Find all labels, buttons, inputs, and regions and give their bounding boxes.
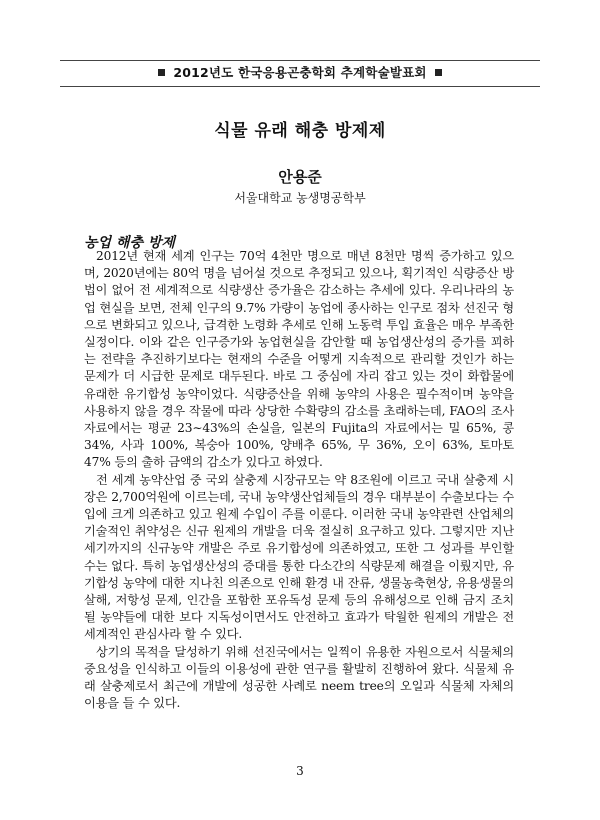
square-bullet-icon bbox=[158, 69, 165, 76]
paragraph: 2012년 현재 세계 인구는 70억 4천만 명으로 매년 8천만 명씩 증가하고 있으며, 2020년에는 80억 명을 넘어설 것으로 추정되고 있으나, 획기적인 식량증산 방법이 없어 전 세계적으로 식량생산 증가율은 감소하는 추세에 있다. 우리나라의 농업 현실을 보면, 전체 인구의 9.7% 가량이 농업에 종사하는 인구로 점차 선진국 형으로 변화되고 있으나, 급격한 노령화 추세로 인해 노동력 투입 효율은 매우 부족한 실정이다. 이와 같은 인구증가와 농업현실을 감안할 때 농업생산성의 증가를 꾀하는 전략을 추진하기보다는 현재의 수준을 어떻게 지속적으로 관리할 것인가 하는 문제가 더 시급한 문제로 대두된다. 바로 그 중심에 자리 잡고 있는 것이 화합물에 유래한 유기합성 농약이었다. 식량증산을 위해 농약의 사용은 필수적이며 농약을 사용하지 않을 경우 작물에 따라 상당한 수확량의 감소를 초래하는데, FAO의 조사 자료에서는 평균 23∼43%의 손실을, 일본의 Fujita의 자료에서는 밀 65%, 콩 34%, 사과 100%, 복숭아 100%, 양배추 65%, 무 36%, 오이 63%, 토마토 47% 등의 출하 금액의 감소가 있다고 하였다. bbox=[84, 249, 514, 470]
paper-title: 식물 유래 해충 방제제 bbox=[214, 121, 386, 141]
author-name: 안용준 bbox=[278, 168, 322, 186]
author-affiliation: 서울대학교 농생명공학부 bbox=[234, 191, 366, 205]
page-number: 3 bbox=[296, 764, 304, 778]
header-top-rule bbox=[60, 60, 540, 61]
square-bullet-icon bbox=[435, 69, 442, 76]
running-header bbox=[60, 63, 540, 81]
body-text bbox=[84, 248, 514, 712]
section-heading: 농업 해충 방제 bbox=[84, 235, 175, 251]
header-bottom-rule bbox=[60, 86, 540, 87]
paragraph: 전 세계 농약산업 중 국외 살충제 시장규모는 약 8조원에 이르고 국내 살충제 시장은 2,700억원에 이르는데, 국내 농약생산업체들의 경우 대부분이 수출보다는 수입에 크게 의존하고 있고 원제 수입이 주를 이룬다. 이러한 국내 농약관련 산업체의 기술적인 취약성은 신규 원제의 개발을 더욱 절실히 요구하고 있다. 그렇지만 지난 세기까지의 신규농약 개발은 주로 유기합성에 의존하였고, 또한 그 성과를 부인할 수는 없다. 특히 농업생산성의 증대를 통한 다소간의 식량문제 해결을 이뤘지만, 유기합성 농약에 대한 지나친 의존으로 인해 환경 내 잔류, 생물농축현상, 유용생물의 살해, 저항성 문제, 인간을 포함한 포유독성 문제 등의 유해성으로 인해 금지 조치될 농약들에 대한 보다 지독성이면서도 안전하고 효과가 탁월한 원제의 개발은 전 세계적인 관심사라 할 수 있다. bbox=[84, 472, 514, 642]
paragraph: 상기의 목적을 달성하기 위해 선진국에서는 일찍이 유용한 자원으로서 식물체의 중요성을 인식하고 이들의 이용성에 관한 연구를 활발히 진행하여 왔다. 식물체 유래 살충제로서 최근에 개발에 성공한 사례로 neem tree의 오일과 식물체 자체의 이용을 들 수 있다. bbox=[84, 644, 514, 711]
running-header-text: 2012년도 한국응용곤충학회 추계학술발표회 bbox=[173, 65, 427, 80]
